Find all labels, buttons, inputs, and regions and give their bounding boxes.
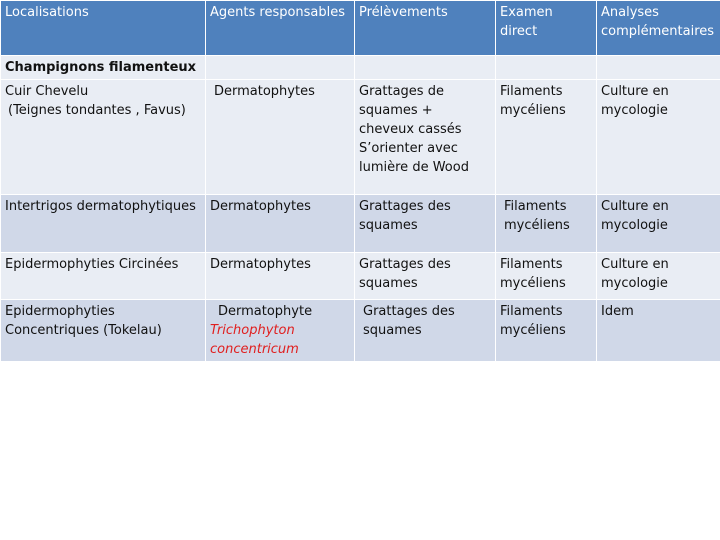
- table-row: [1, 253, 720, 300]
- cell-prelevement: Grattages des squames: [355, 300, 496, 362]
- agent-label: Dermatophyte: [218, 304, 313, 319]
- section-empty-cell: [597, 56, 720, 80]
- localisation-label: Cuir Chevelu: [5, 84, 89, 99]
- cell-analyses: Culture en mycologie: [597, 195, 720, 253]
- cell-examen: Filaments mycéliens: [496, 80, 597, 195]
- localisation-detail: (Teignes tondantes , Favus): [8, 103, 186, 118]
- cell-agent: [206, 300, 355, 362]
- cell-prelevement: Grattages des squames: [355, 253, 496, 300]
- cell-localisation: Epidermophyties Concentriques (Tokelau): [1, 300, 206, 362]
- prelevement-text: Grattages de squames + cheveux cassés: [359, 84, 462, 137]
- cell-analyses: Idem: [597, 300, 720, 362]
- table-row: [1, 80, 720, 195]
- header-analyses: Analyses complémentaires: [597, 1, 720, 56]
- cell-examen: Filaments mycéliens: [496, 195, 597, 253]
- cell-localisation: Epidermophyties Circinées: [1, 253, 206, 300]
- cell-localisation: [1, 80, 206, 195]
- table-row: [1, 195, 720, 253]
- table-row: [1, 300, 720, 362]
- agent-species: Trichophyton concentricum: [210, 323, 299, 357]
- section-title: Champignons filamenteux: [1, 56, 206, 80]
- cell-prelevement: [355, 80, 496, 195]
- cell-agent: Dermatophytes: [206, 253, 355, 300]
- section-empty-cell: [496, 56, 597, 80]
- cell-agent: Dermatophytes: [206, 195, 355, 253]
- cell-examen: Filaments mycéliens: [496, 300, 597, 362]
- cell-prelevement: Grattages des squames: [355, 195, 496, 253]
- section-title-row: [1, 56, 720, 80]
- section-empty-cell: [355, 56, 496, 80]
- section-empty-cell: [206, 56, 355, 80]
- cell-agent: Dermatophytes: [206, 80, 355, 195]
- header-examen: Examen direct: [496, 1, 597, 56]
- table-header-row: [1, 1, 720, 56]
- cell-analyses: Culture en mycologie: [597, 253, 720, 300]
- cell-analyses: Culture en mycologie: [597, 80, 720, 195]
- header-localisations: Localisations: [1, 1, 206, 56]
- cell-examen: Filaments mycéliens: [496, 253, 597, 300]
- prelevement-note: S’orienter avec lumière de Wood: [359, 141, 469, 175]
- header-prelevements: Prélèvements: [355, 1, 496, 56]
- header-agents: Agents responsables: [206, 1, 355, 56]
- cell-localisation: Intertrigos dermatophytiques: [1, 195, 206, 253]
